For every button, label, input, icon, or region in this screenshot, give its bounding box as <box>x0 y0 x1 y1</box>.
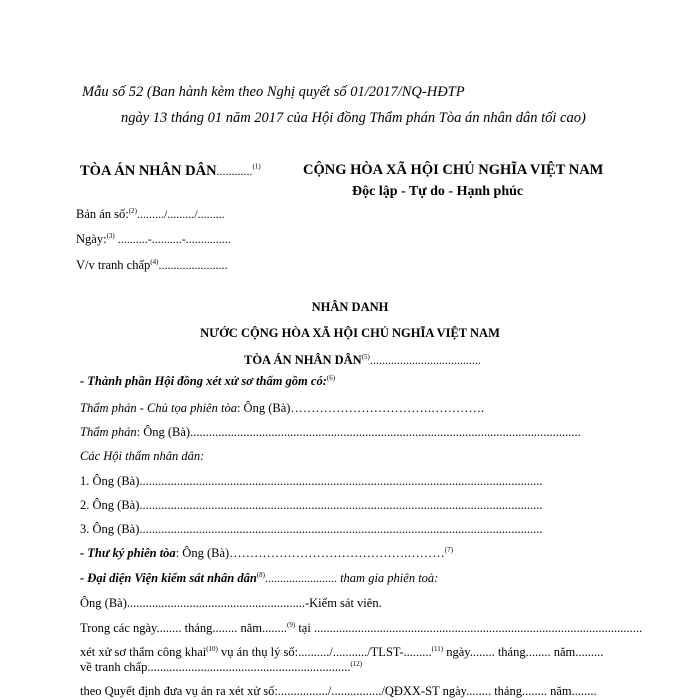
ban-an-label: Bản án số: <box>76 207 129 222</box>
xet-xu-note2: (11) <box>431 645 444 653</box>
ve-tranh-chap-text: về tranh chấp................................................................. <box>80 660 351 675</box>
toa-an-note: (5) <box>361 353 370 361</box>
vks-dots: ........................ <box>264 571 337 586</box>
vv-dots: ....................... <box>158 258 228 273</box>
toa-an-label: TÒA ÁN NHÂN DÂN <box>244 353 362 368</box>
trong-cac-ngay-note: (9) <box>287 621 296 629</box>
vv-tranh-chap <box>76 258 227 273</box>
xet-xu-c: ngày........ tháng........ năm......... <box>443 645 604 660</box>
title-toa-an <box>244 353 481 368</box>
ve-tranh-chap-note: (12) <box>350 660 363 668</box>
nation-name: CỘNG HÒA XÃ HỘI CHỦ NGHĨA VIỆT NAM <box>303 162 604 178</box>
court-dots: ............ <box>216 164 253 178</box>
form-header-line1: Mẫu số 52 (Ban hành kèm theo Nghị quyết số 01/2017/NQ-HĐTP <box>82 84 465 100</box>
theo-quyet-dinh: theo Quyết định đưa vụ án ra xét xử số:................/................/QĐXX-ST ngày........ tháng........ năm........ <box>80 684 597 698</box>
xet-xu-b: vụ án thụ lý số:........../.........../TLST-......... <box>217 645 432 660</box>
hoi-tham-label: Các Hội thẩm nhân dân: <box>80 449 205 463</box>
trong-cac-ngay-a: Trong các ngày........ tháng........ năm........ <box>80 621 288 636</box>
tham-phan-value: : Ông (Bà)............................................................................................................................. <box>136 425 581 439</box>
tham-phan-label: Thẩm phán <box>80 425 137 439</box>
chu-toa <box>80 401 484 416</box>
xet-xu-note1: (10) <box>206 645 218 653</box>
vv-note: (4) <box>150 258 159 266</box>
ngay-label: Ngày: <box>76 232 107 247</box>
xet-xu-a: xét xử sơ thẩm công khai <box>80 645 207 660</box>
vks-note: (8) <box>256 571 265 579</box>
tham-phan <box>80 425 581 440</box>
form-header-line2: ngày 13 tháng 01 năm 2017 của Hội đồng Thẩm phán Tòa án nhân dân tối cao) <box>121 110 586 126</box>
ban-an-dots: ........./........./......... <box>136 207 225 222</box>
court-note: (1) <box>252 162 261 171</box>
hoi-tham-1: 1. Ông (Bà)................................................................................................................................. <box>80 474 543 488</box>
hoi-tham-3: 3. Ông (Bà)................................................................................................................................. <box>80 522 543 536</box>
hoi-tham-2: 2. Ông (Bà)................................................................................................................................. <box>80 498 543 512</box>
title-nuoc: NƯỚC CỘNG HÒA XÃ HỘI CHỦ NGHĨA VIỆT NAM <box>200 326 500 340</box>
ngay <box>76 232 231 247</box>
thu-ky-label: - Thư ký phiên tòa <box>80 546 176 561</box>
thanh-phan-label: - Thành phần Hội đồng xét xử sơ thẩm gồm có: <box>80 374 327 389</box>
xet-xu <box>80 645 603 660</box>
kiem-sat-vien: Ông (Bà).........................................................-Kiểm sát viên. <box>80 596 382 610</box>
chu-toa-value: : Ông (Bà)…………………………….…………. <box>236 401 485 415</box>
thu-ky-note: (7) <box>444 546 453 554</box>
court-name: TÒA ÁN NHÂN DÂN <box>80 163 217 179</box>
vks-label: - Đại diện Viện kiểm sát nhân dân <box>80 571 257 586</box>
ngay-note: (3) <box>106 232 115 240</box>
thu-ky-value: : Ông (Bà)…………………………………….……… <box>175 546 445 561</box>
vks-suffix: tham gia phiên toà: <box>336 571 439 586</box>
thanh-phan <box>80 374 335 389</box>
nation-motto: Độc lập - Tự do - Hạnh phúc <box>352 184 524 199</box>
ve-tranh-chap <box>80 660 362 675</box>
ban-an-so <box>76 207 225 222</box>
toa-an-dots: ..................................... <box>369 353 481 368</box>
ban-an-note: (2) <box>128 207 137 215</box>
title-nhan-danh: NHÂN DANH <box>311 300 389 314</box>
vv-label: V/v tranh chấp <box>76 258 151 273</box>
thu-ky <box>80 546 453 561</box>
trong-cac-ngay-b: tại ......................................................................................................... <box>295 621 643 636</box>
chu-toa-label: Thẩm phán - Chủ tọa phiên tòa <box>80 401 237 415</box>
thanh-phan-note: (6) <box>326 374 336 382</box>
vks <box>80 571 438 586</box>
trong-cac-ngay <box>80 621 642 636</box>
ngay-dots: ..........-..........-............... <box>114 232 231 247</box>
court-block <box>80 162 261 180</box>
